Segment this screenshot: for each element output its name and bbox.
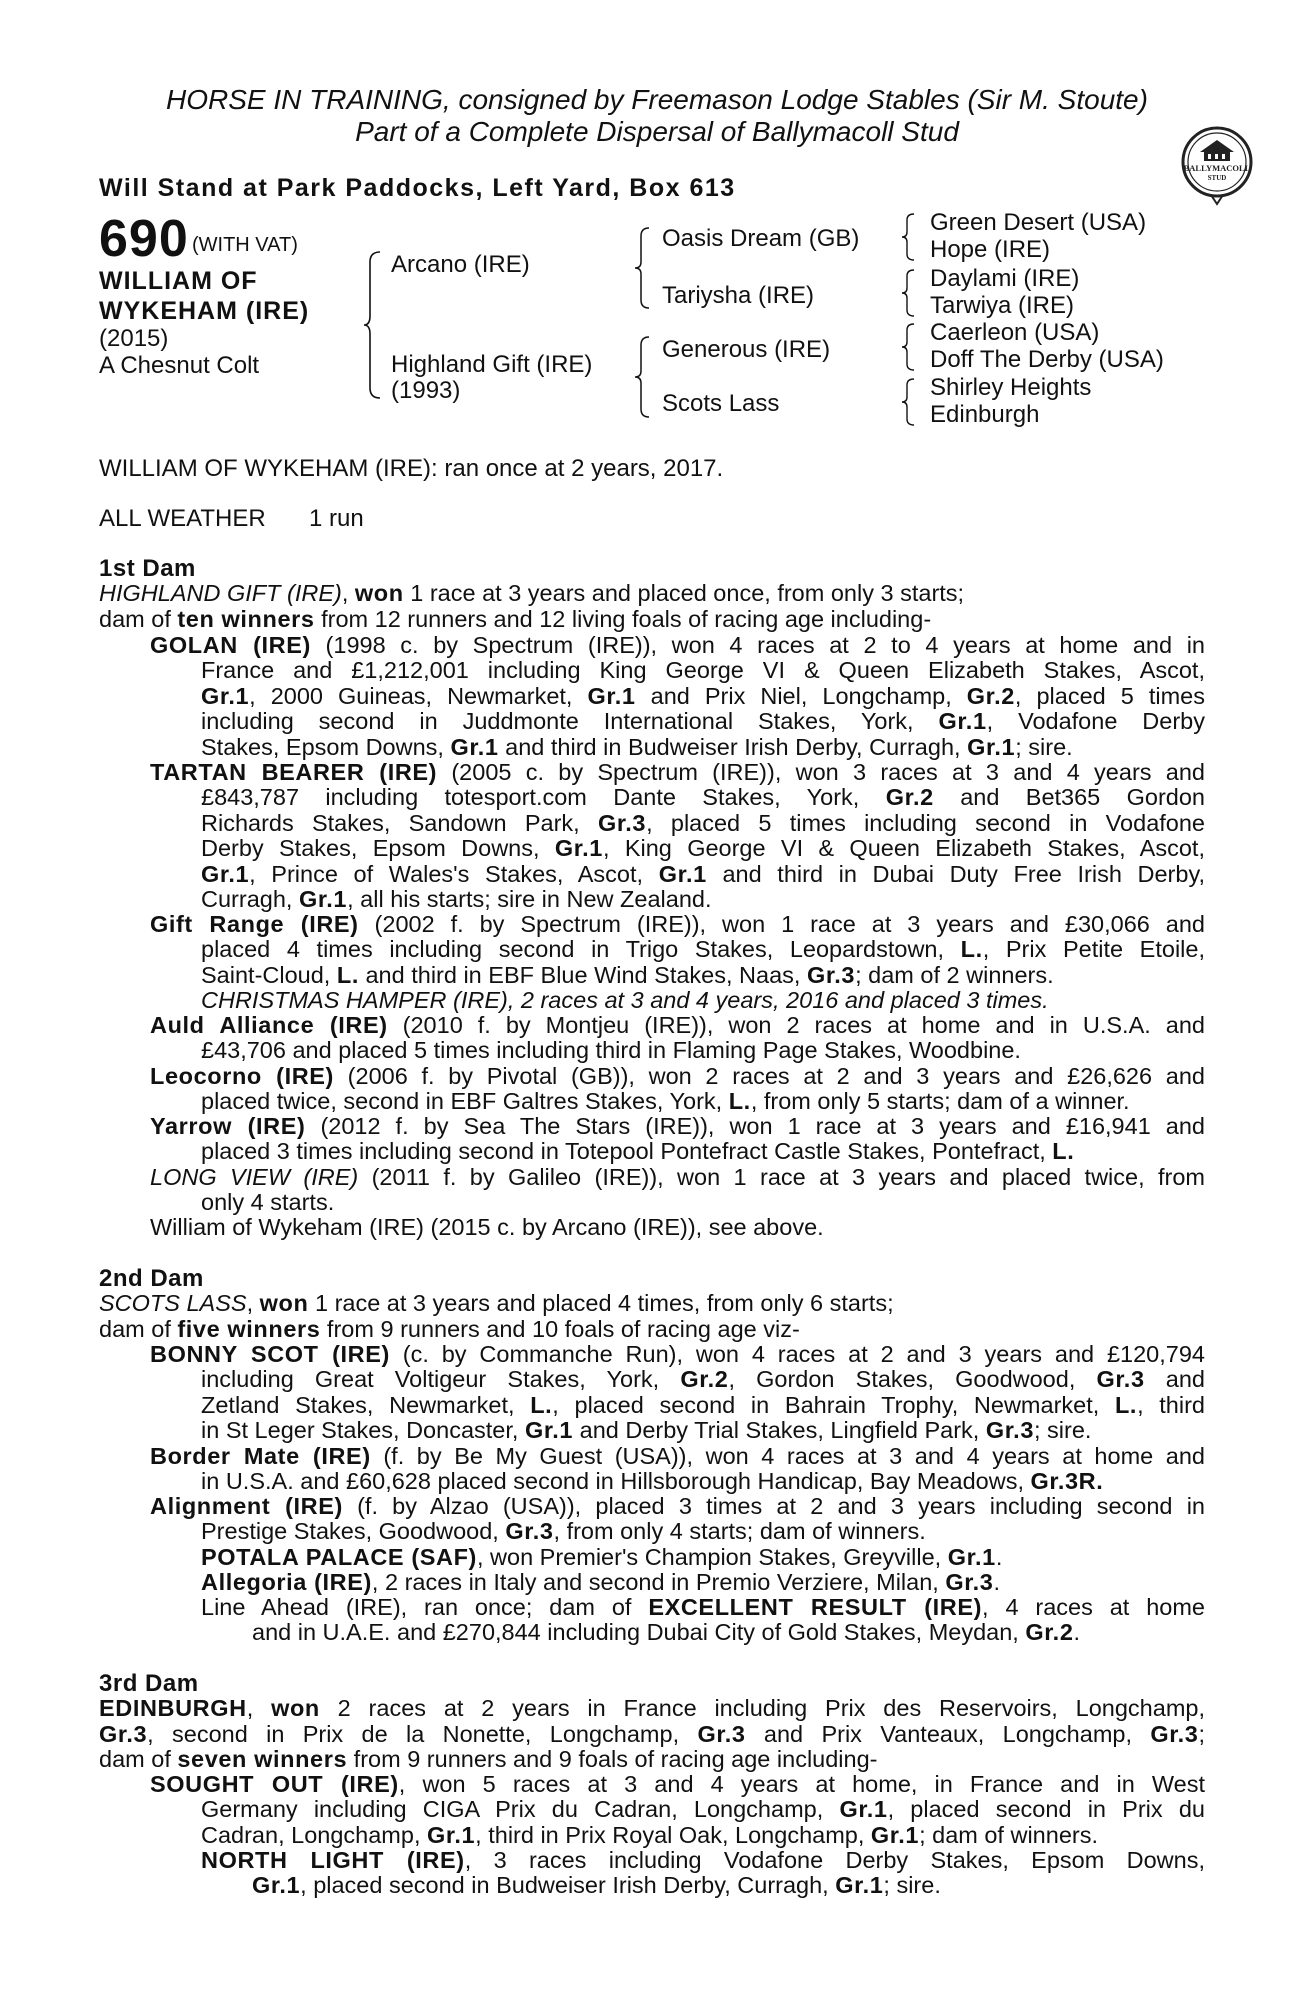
first-dam-line: HIGHLAND GIFT (IRE), won 1 race at 3 years and placed once, from only 3 starts; bbox=[99, 580, 965, 607]
horse-name-line2: WYKEHAM (IRE) bbox=[99, 297, 310, 325]
entry-potala-palace: POTALA PALACE (SAF), won Premier's Champion Stakes, Greyville, Gr.1. bbox=[201, 1544, 1003, 1570]
pedigree-dss: Caerleon (USA) bbox=[930, 319, 1100, 346]
first-dam-heading: 1st Dam bbox=[99, 555, 196, 582]
third-dam-section: 3rd Dam EDINBURGH, won 2 races at 2 years in France including Prix des Reservoirs, Longchamp, Gr.3, second in Prix de la Nonette, Longchamp, Gr.3 and Prix Vanteaux, Longchamp, Gr.3; dam of seven winners from 9 runners and 9 foals of racing age including- bbox=[99, 1670, 1205, 1773]
pedigree-brace-dam bbox=[635, 335, 651, 419]
pedigree-brace-main bbox=[364, 250, 382, 400]
third-dam-heading: 3rd Dam bbox=[99, 1670, 199, 1697]
pedigree-sss: Green Desert (USA) bbox=[930, 209, 1147, 236]
horse-description: A Chesnut Colt bbox=[99, 352, 260, 379]
pedigree-brace-ss bbox=[902, 212, 916, 262]
surface-runs: 1 run bbox=[309, 505, 364, 532]
vat-note: (WITH VAT) bbox=[192, 234, 298, 256]
lot-number: 690 bbox=[99, 210, 189, 268]
entry-william-of-wykeham: William of Wykeham (IRE) (2015 c. by Arcano (IRE)), see above. bbox=[150, 1214, 824, 1240]
pedigree-dam-sire: Generous (IRE) bbox=[662, 336, 831, 363]
pedigree-sire: Arcano (IRE) bbox=[391, 251, 530, 278]
entry-long-view: LONG VIEW (IRE) (2011 f. by Galileo (IRE)), won 1 race at 3 years and placed twice, from only 4 starts. bbox=[150, 1164, 1205, 1216]
second-dam-produce-summary: dam of five winners from 9 runners and 10 foals of racing age viz- bbox=[99, 1315, 800, 1342]
surface-label: ALL WEATHER bbox=[99, 505, 266, 532]
second-dam-line: SCOTS LASS, won 1 race at 3 years and placed 4 times, from only 6 starts; bbox=[99, 1290, 894, 1317]
pedigree-dsd: Doff The Derby (USA) bbox=[930, 346, 1164, 373]
stand-location: Will Stand at Park Paddocks, Left Yard, Box 613 bbox=[99, 174, 736, 202]
entry-bonny-scot: BONNY SCOT (IRE) (c. by Commanche Run), won 4 races at 2 and 3 years and £120,794 including Great Voltigeur Stakes, York, Gr.2, Gordon Stakes, Goodwood, Gr.3 and Zetland Stakes, Newmarket, L., placed second in Bahrain Trophy, Newmarket, L., third in St Leger Stakes, Doncaster, Gr.1 and Derby Trial Stakes, Lingfield Park, Gr.3; sire. bbox=[150, 1341, 1205, 1444]
ballymacoll-stud-logo bbox=[1178, 122, 1256, 208]
header-dispersal: Part of a Complete Dispersal of Ballymacoll Stud bbox=[355, 116, 959, 147]
logo-text-ballymacoll: BALLYMACOLL bbox=[1183, 163, 1251, 173]
entry-sought-out: SOUGHT OUT (IRE), won 5 races at 3 and 4 years at home, in France and in West Germany including CIGA Prix du Cadran, Longchamp, Gr.1, placed second in Prix du Cadran, Longchamp, Gr.1, third in Prix Royal Oak, Longchamp, Gr.1; dam of winners. bbox=[150, 1771, 1206, 1848]
pedigree-ssd: Hope (IRE) bbox=[930, 236, 1051, 263]
logo-text-stud: STUD bbox=[1207, 174, 1227, 182]
pedigree-brace-sd bbox=[902, 268, 916, 318]
entry-line-ahead: Line Ahead (IRE), ran once; dam of EXCELLENT RESULT (IRE), 4 races at home and in U.A.E. and £270,844 including Dubai City of Gold Stakes, Meydan, Gr.2. bbox=[201, 1594, 1205, 1646]
racing-summary: WILLIAM OF WYKEHAM (IRE): ran once at 2 years, 2017. bbox=[99, 455, 724, 482]
entry-gift-range: Gift Range (IRE) (2002 f. by Spectrum (IRE)), won 1 race at 3 years and £30,066 and placed 4 times including second in Trigo Stakes, Leopardstown, L., Prix Petite Etoile, Saint-Cloud, L. and third in EBF Blue Wind Stakes, Naas, Gr.3; dam of 2 winners. CHRISTMAS HAMPER (IRE), 2 races at 3 and 4 years, 2016 and placed 3 times. bbox=[150, 911, 1205, 1014]
pedigree-sire-sire: Oasis Dream (GB) bbox=[662, 225, 860, 252]
first-dam-section bbox=[99, 556, 1219, 632]
header-consignor: HORSE IN TRAINING, consigned by Freemason Lodge Stables (Sir M. Stoute) bbox=[166, 84, 1148, 115]
foaling-year: (2015) bbox=[99, 325, 169, 352]
second-dam-section bbox=[99, 1266, 1219, 1342]
entry-tartan-bearer: TARTAN BEARER (IRE) (2005 c. by Spectrum (IRE)), won 3 races at 3 and 4 years and £843,787 including totesport.com Dante Stakes, York, Gr.2 and Bet365 Gordon Richards Stakes, Sandown Park, Gr.3, placed 5 times including second in Vodafone Derby Stakes, Epsom Downs, Gr.1, King George VI & Queen Elizabeth Stakes, Ascot, Gr.1, Prince of Wales's Stakes, Ascot, Gr.1 and third in Dubai Duty Free Irish Derby, Curragh, Gr.1, all his starts; sire in New Zealand. bbox=[150, 759, 1205, 913]
second-dam-heading: 2nd Dam bbox=[99, 1265, 204, 1292]
horse-name-line1: WILLIAM OF bbox=[99, 267, 258, 295]
pedigree-brace-sire bbox=[635, 226, 651, 310]
pedigree-ddd: Edinburgh bbox=[930, 401, 1040, 428]
entry-alignment: Alignment (IRE) (f. by Alzao (USA)), placed 3 times at 2 and 3 years including second in Prestige Stakes, Goodwood, Gr.3, from only 4 starts; dam of winners. bbox=[150, 1493, 1205, 1545]
pedigree-dds: Shirley Heights bbox=[930, 374, 1092, 401]
pedigree-sdd: Tarwiya (IRE) bbox=[930, 292, 1075, 319]
entry-allegoria: Allegoria (IRE), 2 races in Italy and second in Premio Verziere, Milan, Gr.3. bbox=[201, 1569, 1001, 1595]
entry-auld-alliance: Auld Alliance (IRE) (2010 f. by Montjeu (IRE)), won 2 races at home and in U.S.A. and £43,706 and placed 5 times including third in Flaming Page Stakes, Woodbine. bbox=[150, 1012, 1205, 1064]
entry-border-mate: Border Mate (IRE) (f. by Be My Guest (USA)), won 4 races at 3 and 4 years at home and in U.S.A. and £60,628 placed second in Hillsborough Handicap, Bay Meadows, Gr.3R. bbox=[150, 1443, 1205, 1495]
pedigree-brace-dd bbox=[902, 377, 916, 427]
pedigree-sire-dam: Tariysha (IRE) bbox=[662, 282, 815, 309]
pedigree-brace-ds bbox=[902, 322, 916, 372]
first-dam-produce-summary: dam of ten winners from 12 runners and 12 living foals of racing age including- bbox=[99, 605, 932, 632]
entry-leocorno: Leocorno (IRE) (2006 f. by Pivotal (GB)), won 2 races at 2 and 3 years and £26,626 and placed twice, second in EBF Galtres Stakes, York, L., from only 5 starts; dam of a winner. bbox=[150, 1063, 1205, 1115]
pedigree-dam-dam: Scots Lass bbox=[662, 390, 780, 417]
entry-north-light: NORTH LIGHT (IRE), 3 races including Vodafone Derby Stakes, Epsom Downs, Gr.1, placed second in Budweiser Irish Derby, Curragh, Gr.1; sire. bbox=[201, 1847, 1206, 1899]
pedigree-sds: Daylami (IRE) bbox=[930, 265, 1080, 292]
entry-yarrow: Yarrow (IRE) (2012 f. by Sea The Stars (IRE)), won 1 race at 3 years and £16,941 and placed 3 times including second in Totepool Pontefract Castle Stakes, Pontefract, L. bbox=[150, 1113, 1205, 1165]
pedigree-dam-year: (1993) bbox=[391, 377, 461, 404]
pedigree-dam: Highland Gift (IRE) bbox=[391, 351, 593, 378]
entry-golan: GOLAN (IRE) (1998 c. by Spectrum (IRE)), won 4 races at 2 to 4 years at home and in France and £1,212,001 including King George VI & Queen Elizabeth Stakes, Ascot, Gr.1, 2000 Guineas, Newmarket, Gr.1 and Prix Niel, Longchamp, Gr.2, placed 5 times including second in Juddmonte International Stakes, York, Gr.1, Vodafone Derby Stakes, Epsom Downs, Gr.1 and third in Budweiser Irish Derby, Curragh, Gr.1; sire. bbox=[150, 632, 1205, 760]
